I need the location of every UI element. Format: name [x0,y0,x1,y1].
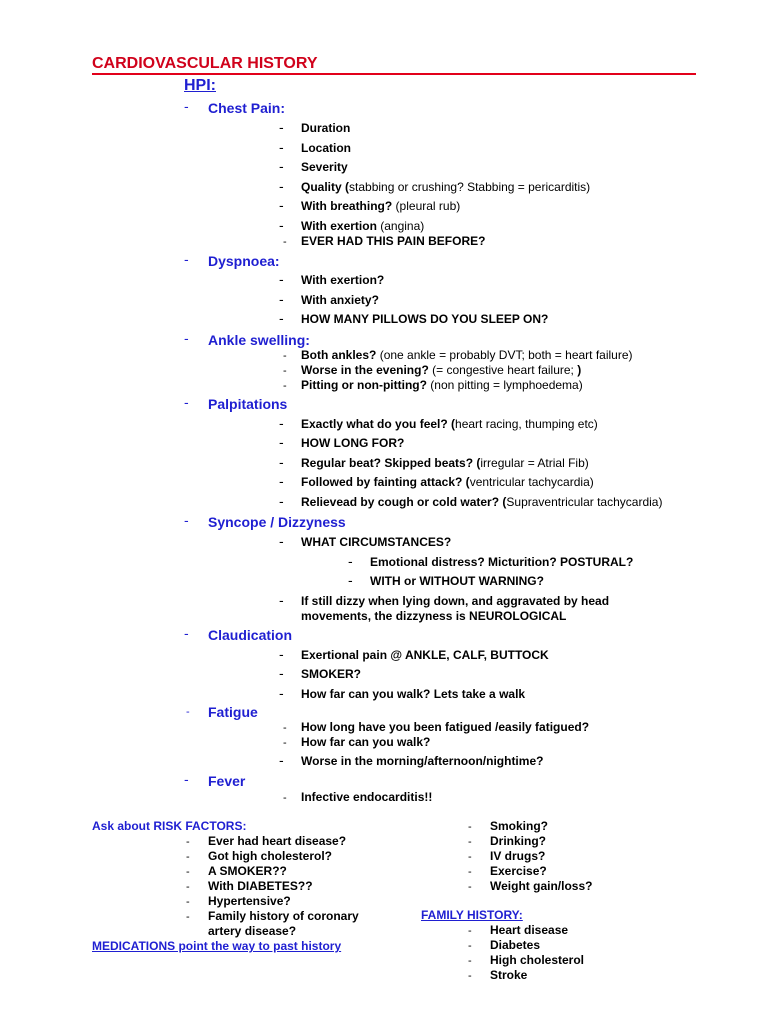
risk-factors-heading: Ask about RISK FACTORS: [92,819,247,833]
risk-factor-item-right: Weight gain/loss? [490,879,593,893]
list-dash: - [468,925,472,937]
palpitations-item: Relievead by cough or cold water? (Supraventricular tachycardia) [301,495,663,509]
list-dash: - [186,911,190,923]
risk-factor-item: Got high cholesterol? [208,849,333,863]
syncope-item-continued: movements, the dizzyness is NEUROLOGICAL [301,609,567,623]
list-dash: - [468,851,472,863]
ankle-item: Pitting or non-pitting? (non pitting = lymphoedema) [301,378,583,392]
item-dash: - [283,365,287,377]
item-dash: - [283,380,287,392]
syncope-subitem: WITH or WITHOUT WARNING? [370,574,544,588]
subitem-dash: - [348,572,353,588]
title-underline [92,73,696,75]
list-dash: - [468,866,472,878]
page-title: CARDIOVASCULAR HISTORY [92,55,318,72]
ankle-item: Both ankles? (one ankle = probably DVT; both = heart failure) [301,348,633,362]
risk-factor-item: With DIABETES?? [208,879,313,893]
section-dash: - [184,98,189,114]
risk-factor-item: Hypertensive? [208,894,291,908]
item-dash: - [279,685,284,701]
family-history-item: Diabetes [490,938,541,952]
risk-factor-item: Ever had heart disease? [208,834,347,848]
list-dash: - [186,866,190,878]
chest-pain-item: EVER HAD THIS PAIN BEFORE? [301,234,486,248]
section-dash: - [184,251,189,267]
item-dash: - [279,415,284,431]
item-dash: - [279,665,284,681]
dyspnoea-item: HOW MANY PILLOWS DO YOU SLEEP ON? [301,312,549,326]
section-dash: - [184,394,189,410]
item-dash: - [279,434,284,450]
list-dash: - [468,881,472,893]
list-dash: - [468,970,472,982]
section-claudication: Claudication [208,627,293,643]
item-dash: - [279,592,284,608]
item-dash: - [279,158,284,174]
item-dash: - [279,473,284,489]
item-dash: - [279,310,284,326]
item-dash: - [279,533,284,549]
item-dash: - [279,454,284,470]
section-ankle-swelling: Ankle swelling: [208,332,310,348]
section-palpitations: Palpitations [208,396,288,412]
item-dash: - [279,139,284,155]
syncope-item: WHAT CIRCUMSTANCES? [301,535,452,549]
item-dash: - [279,197,284,213]
section-dash: - [184,512,189,528]
claudication-item: How far can you walk? Lets take a walk [301,687,526,701]
item-dash: - [279,178,284,194]
list-dash: - [186,851,190,863]
hpi-heading: HPI: [184,77,216,94]
item-dash: - [283,722,287,734]
item-dash: - [279,217,284,233]
item-dash: - [279,119,284,135]
risk-factor-item-right: Exercise? [490,864,547,878]
list-dash: - [186,896,190,908]
item-dash: - [279,271,284,287]
palpitations-item: Regular beat? Skipped beats? (irregular = Atrial Fib) [301,456,589,470]
list-dash: - [468,940,472,952]
risk-factor-item-right: Drinking? [490,834,546,848]
syncope-item: If still dizzy when lying down, and aggravated by head [301,594,610,608]
dyspnoea-item: With anxiety? [301,293,379,307]
section-chest-pain: Chest Pain: [208,100,286,116]
fatigue-item: Worse in the morning/afternoon/nightime? [301,754,544,768]
list-dash: - [468,836,472,848]
fatigue-item: How long have you been fatigued /easily fatigued? [301,720,590,734]
chest-pain-item: Location [301,141,351,155]
list-dash: - [468,955,472,967]
list-dash: - [186,836,190,848]
risk-factor-item-right: IV drugs? [490,849,546,863]
fatigue-item: How far can you walk? [301,735,431,749]
claudication-item: Exertional pain @ ANKLE, CALF, BUTTOCK [301,648,549,662]
family-history-item: Heart disease [490,923,569,937]
ankle-item: Worse in the evening? (= congestive heart failure; ) [301,363,582,377]
palpitations-item: Exactly what do you feel? (heart racing, thumping etc) [301,417,598,431]
list-dash: - [186,881,190,893]
chest-pain-item: Duration [301,121,351,135]
palpitations-item: Followed by fainting attack? (ventricular tachycardia) [301,475,594,489]
dyspnoea-item: With exertion? [301,273,385,287]
section-dash: - [184,625,189,641]
family-history-item: Stroke [490,968,528,982]
risk-factor-item-continued: artery disease? [208,924,297,938]
item-dash: - [283,236,287,248]
list-dash: - [468,821,472,833]
medications-note: MEDICATIONS point the way to past history [92,939,342,953]
subitem-dash: - [348,553,353,569]
fever-item: Infective endocarditis!! [301,790,433,804]
chest-pain-item: With exertion (angina) [301,219,425,233]
family-history-heading: FAMILY HISTORY: [421,908,523,922]
item-dash: - [283,792,287,804]
chest-pain-item: Severity [301,160,348,174]
syncope-subitem: Emotional distress? Micturition? POSTURAL? [370,555,634,569]
risk-factor-item: A SMOKER?? [208,864,287,878]
section-dash: - [184,330,189,346]
section-dyspnoea: Dyspnoea: [208,253,280,269]
item-dash: - [283,737,287,749]
section-fever: Fever [208,773,246,789]
item-dash: - [279,493,284,509]
chest-pain-item: Quality (stabbing or crushing? Stabbing = pericarditis) [301,180,591,194]
section-dash: - [184,771,189,787]
claudication-item: SMOKER? [301,667,361,681]
section-syncope: Syncope / Dizzyness [208,514,346,530]
chest-pain-item: With breathing? (pleural rub) [301,199,461,213]
section-fatigue: Fatigue [208,704,258,720]
item-dash: - [279,752,284,768]
risk-factor-item-right: Smoking? [490,819,549,833]
family-history-item: High cholesterol [490,953,585,967]
item-dash: - [279,646,284,662]
risk-factor-item: Family history of coronary [208,909,359,923]
item-dash: - [279,291,284,307]
section-dash: - [186,706,190,718]
palpitations-item: HOW LONG FOR? [301,436,405,450]
item-dash: - [283,350,287,362]
